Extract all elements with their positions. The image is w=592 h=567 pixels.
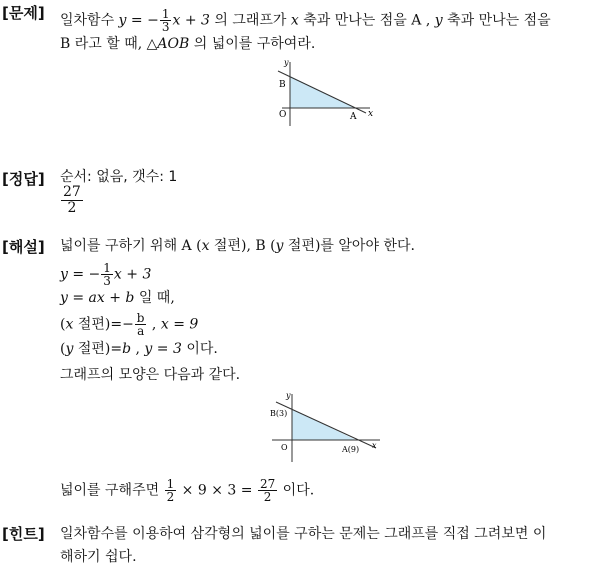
equation: y = − [60,266,101,283]
math-var: x [201,238,210,254]
problem-line-1 [60,8,551,33]
problem-text: B 라고 할 때, △ [60,36,158,52]
math-var: x [65,316,74,333]
fraction [165,478,177,503]
problem-graph [270,58,380,128]
fraction-numerator: b [136,311,145,325]
explanation-graph [268,390,388,465]
math-var: y [434,12,443,29]
explanation-text: 절편)= [73,341,123,357]
fraction [101,262,113,287]
problem-text: 일차함수 [60,12,119,29]
explanation-text: 절편)=− [73,316,134,333]
problem-label: [문제] [2,4,45,22]
math-var: y [65,341,74,357]
problem-text: 축과 만나는 점을 A , [298,12,435,29]
point-b-label: B [279,80,286,90]
explanation-line-4 [60,312,198,337]
explanation-label: [해설] [2,238,45,256]
answer-label: [정답] [2,170,45,188]
x-axis-label: x [368,109,374,119]
problem-line-2 [60,34,315,54]
fraction-denominator: 3 [161,20,170,34]
fraction-numerator: 1 [103,261,111,275]
fraction [135,312,147,337]
hint-label: [힌트] [2,525,45,543]
math-var: b [122,341,132,357]
equation: y = 3 [144,341,182,357]
problem-text: 의 넓이를 구하여라. [189,36,316,52]
equation: x = 9 [160,316,199,333]
explanation-text: 일 때, [134,290,175,306]
explanation-line-5 [60,339,218,359]
x-axis-label: x [372,441,377,450]
explanation-text: , [147,316,161,333]
equation: x + 3 [113,266,152,283]
answer-line-1: 순서: 없음, 갯수: 1 [60,169,178,185]
equation: y = ax + b [60,290,135,306]
problem-text: 의 그래프가 [209,12,291,29]
graph-line [276,402,376,448]
y-axis-label: y [284,58,289,67]
equation: × 9 × 3 = [177,482,257,499]
fraction-denominator: a [137,324,145,338]
origin-label: O [281,443,288,452]
explanation-text: 넓이를 구해주면 [60,482,164,499]
problem-text: 축과 만나는 점을 [442,12,551,29]
hint-line-1: 일차함수를 이용하여 삼각형의 넓이를 구하는 문제는 그래프를 직접 그려보면 이 [60,526,547,542]
fraction-denominator: 2 [263,490,272,504]
problem-equation: y = − [118,12,159,29]
fraction [258,478,277,503]
fraction-denominator: 3 [103,274,111,288]
fraction-denominator: 2 [166,490,175,504]
point-a-label: A [350,112,357,122]
point-b-label: B(3) [270,409,288,418]
fraction-numerator: 27 [259,477,276,491]
explanation-text: ( [60,316,66,333]
fraction [160,8,172,33]
explanation-text: ( [60,341,66,357]
explanation-text: 절편), B ( [209,238,276,254]
explanation-line-3 [60,288,175,308]
explanation-text: 절편)를 알아야 한다. [283,238,415,254]
explanation-text: 넓이를 구하기 위해 A ( [60,238,202,254]
y-axis-label: y [286,391,291,400]
explanation-line-1 [60,236,415,256]
answer-line-2 [60,185,84,216]
fraction-numerator: 1 [166,477,175,491]
fraction-numerator: 1 [161,7,170,21]
math-var: x [290,12,299,29]
point-a-label: A(9) [342,445,360,454]
fraction-denominator: 2 [67,200,77,216]
explanation-text: , [131,341,145,357]
explanation-line-6: 그래프의 모양은 다음과 같다. [60,367,241,383]
origin-label: O [279,110,287,120]
hint-line-2: 해하기 쉽다. [60,549,137,565]
math-var: AOB [157,36,190,52]
answer-fraction [61,185,83,216]
problem-equation: x + 3 [172,12,210,29]
explanation-text: 이다. [181,341,218,357]
explanation-line-7 [60,478,314,503]
explanation-text: 이다. [278,482,315,499]
fraction-numerator: 27 [63,184,81,200]
math-var: y [275,238,284,254]
explanation-line-2 [60,262,151,287]
